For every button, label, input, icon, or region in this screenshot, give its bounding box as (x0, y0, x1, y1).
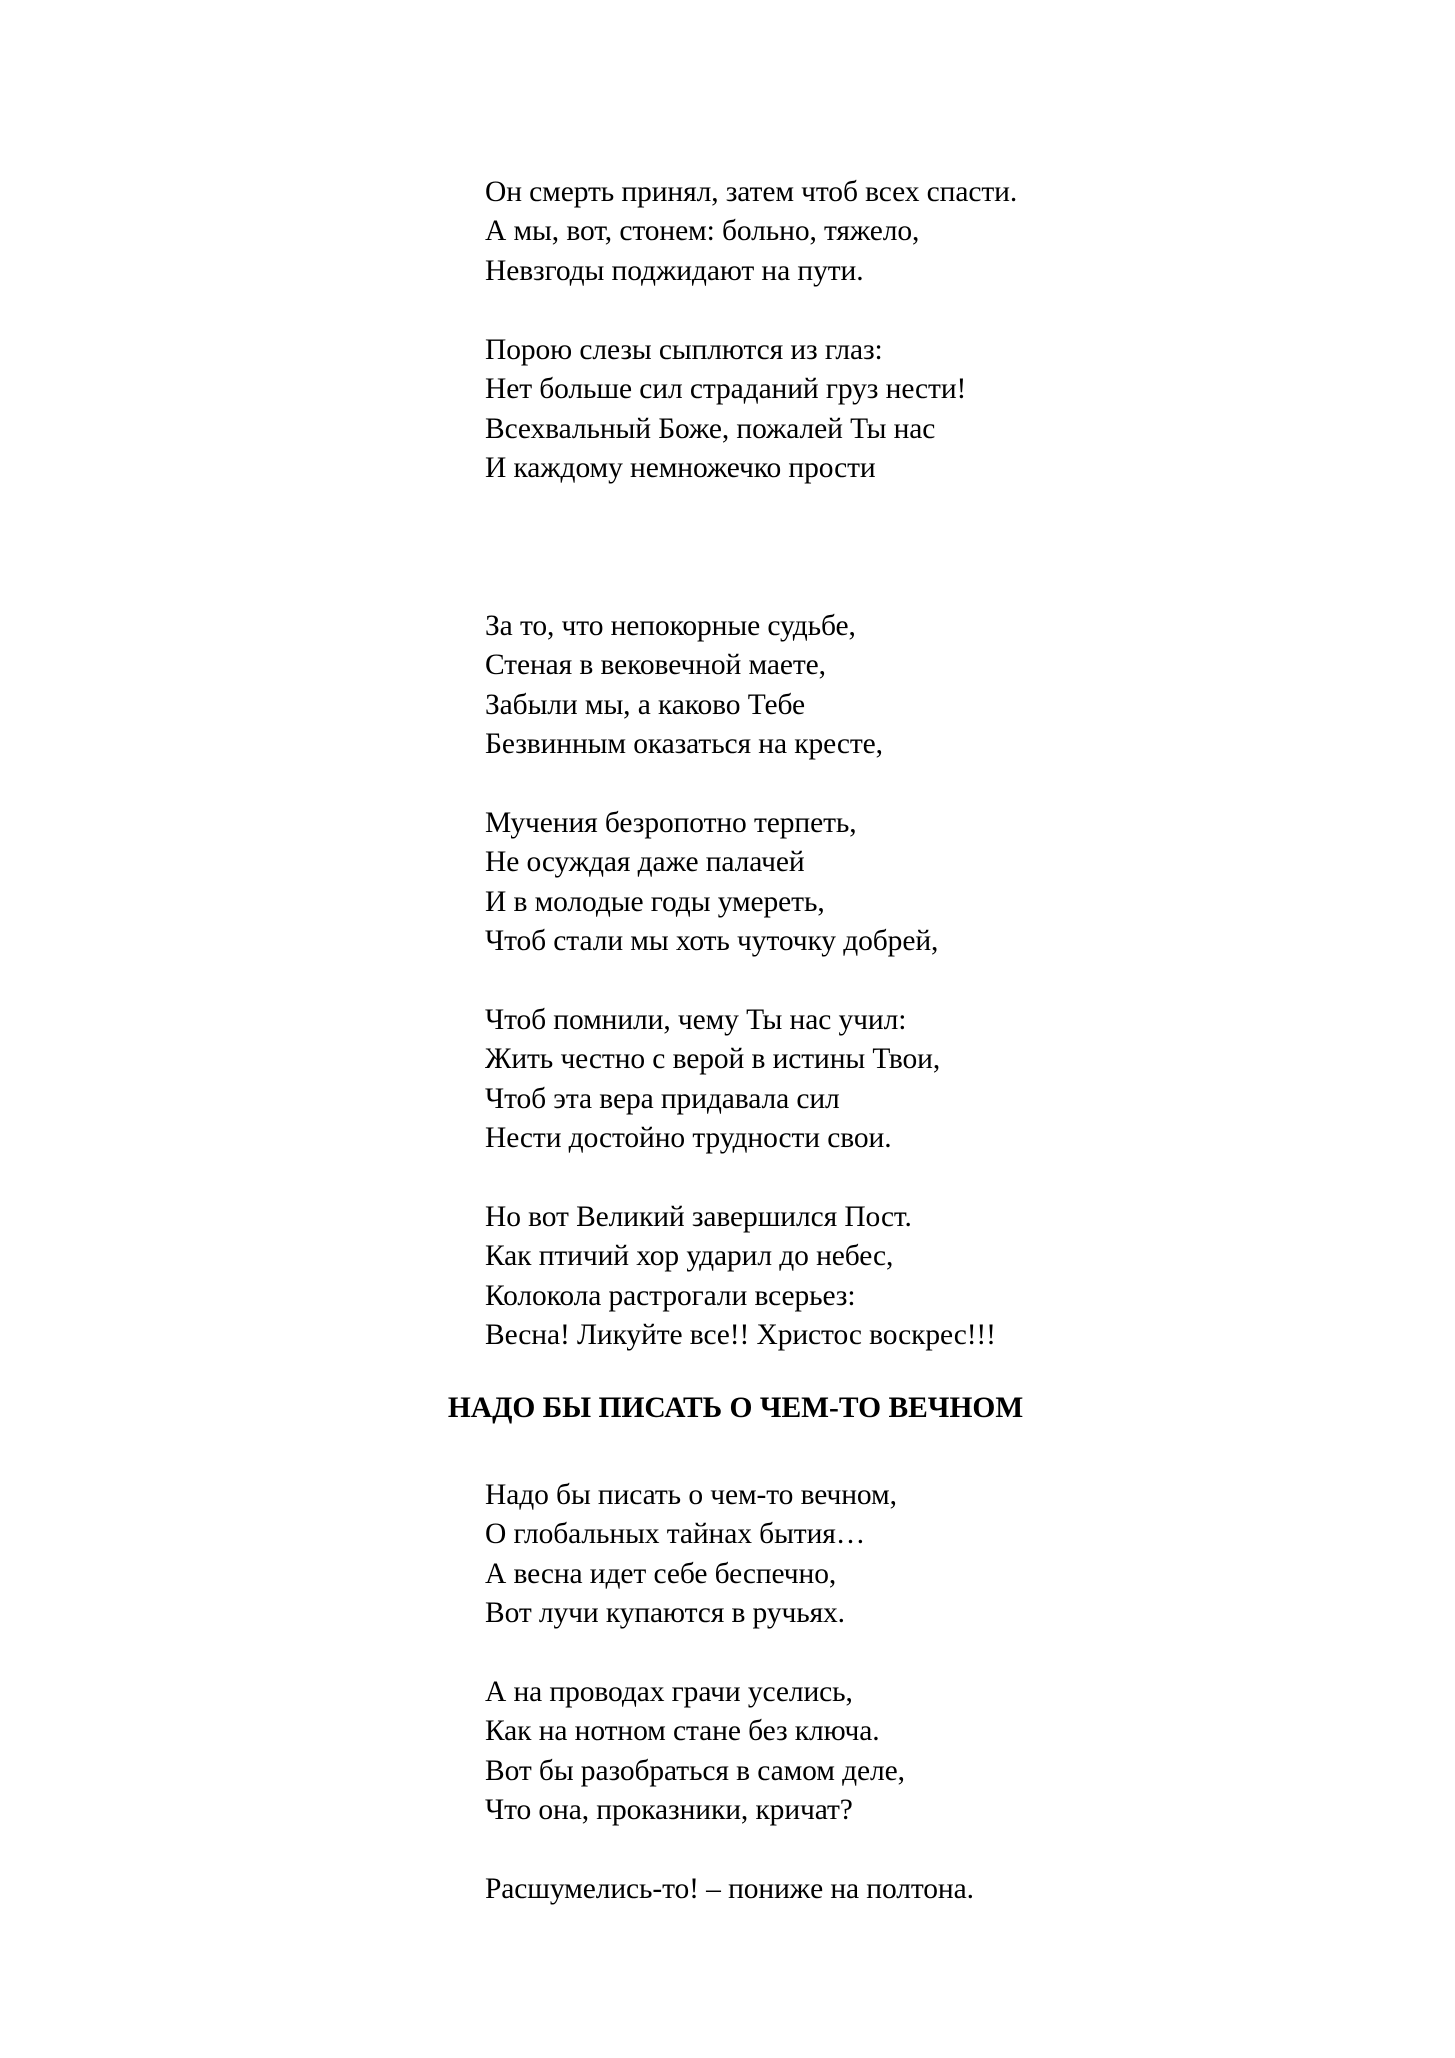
verse-line: А мы, вот, стонем: больно, тяжело, (485, 215, 920, 248)
verse-line: Чтоб стали мы хоть чуточку добрей, (485, 924, 939, 957)
verse-line: А весна идет себе беспечно, (485, 1557, 837, 1590)
poem-1-stanza-5 (485, 1001, 940, 1158)
verse-line: А на проводах грачи уселись, (485, 1676, 853, 1708)
verse-line: Невзгоды поджидают на пути. (485, 254, 864, 287)
verse-line: Забыли мы, а каково Тебе (485, 688, 806, 721)
poem-2-stanza-1 (485, 1476, 897, 1633)
poem-2-stanza-2 (485, 1673, 905, 1830)
verse-line: Безвинным оказаться на кресте, (485, 727, 883, 760)
verse-line: За то, что непокорные судьбе, (485, 610, 856, 642)
verse-line: Как птичий хор ударил до небес, (485, 1240, 894, 1273)
verse-line: Стеная в вековечной маете, (485, 649, 826, 682)
verse-line: Нет больше сил страданий груз нести! (485, 373, 967, 406)
poem-1-stanza-2 (485, 331, 966, 488)
verse-line: Вот бы разобраться в самом деле, (485, 1754, 905, 1787)
verse-line: Колокола растрогали всерьез: (485, 1279, 856, 1312)
verse-line: Как на нотном стане без ключа. (485, 1715, 880, 1748)
verse-line: Всехвальный Боже, пожалей Ты нас (485, 412, 936, 445)
verse-line: Весна! Ликуйте все!! Христос воскрес!!! (485, 1318, 996, 1351)
verse-line: Чтоб помнили, чему Ты нас учил: (485, 1004, 907, 1036)
verse-line: Но вот Великий завершился Пост. (485, 1201, 912, 1233)
verse-line: Мучения безропотно терпеть, (485, 807, 857, 839)
verse-line: И каждому немножечко прости (485, 451, 876, 484)
verse-line: И в молодые годы умереть, (485, 885, 825, 918)
poem-title: НАДО БЫ ПИСАТЬ О ЧЕМ-ТО ВЕЧНОМ (447, 1392, 1024, 1424)
poem-1-stanza-3 (485, 607, 883, 764)
poem-1-stanza-1 (485, 173, 1017, 291)
poem-1-stanza-4 (485, 804, 938, 961)
verse-line: Чтоб эта вера придавала сил (485, 1082, 840, 1115)
verse-line: Не осуждая даже палачей (485, 846, 805, 879)
verse-line: О глобальных тайнах бытия… (485, 1518, 866, 1551)
verse-line: Расшумелись-то! – понижe на полтона. (485, 1873, 974, 1905)
verse-line: Жить честно с верой в истины Твои, (485, 1043, 941, 1076)
poem-2-stanza-3 (485, 1870, 974, 1909)
verse-line: Нести достойно трудности свои. (485, 1121, 892, 1154)
poem-1-stanza-6 (485, 1198, 996, 1355)
verse-line: Порою слезы сыплются из глаз: (485, 334, 883, 366)
verse-line: Он смерть принял, затем чтоб всех спасти. (485, 176, 1018, 208)
verse-line: Вот лучи купаются в ручьях. (485, 1596, 845, 1629)
verse-line: Надо бы писать о чем-то вечном, (485, 1479, 897, 1511)
verse-line: Что она, проказники, кричат? (485, 1793, 853, 1826)
